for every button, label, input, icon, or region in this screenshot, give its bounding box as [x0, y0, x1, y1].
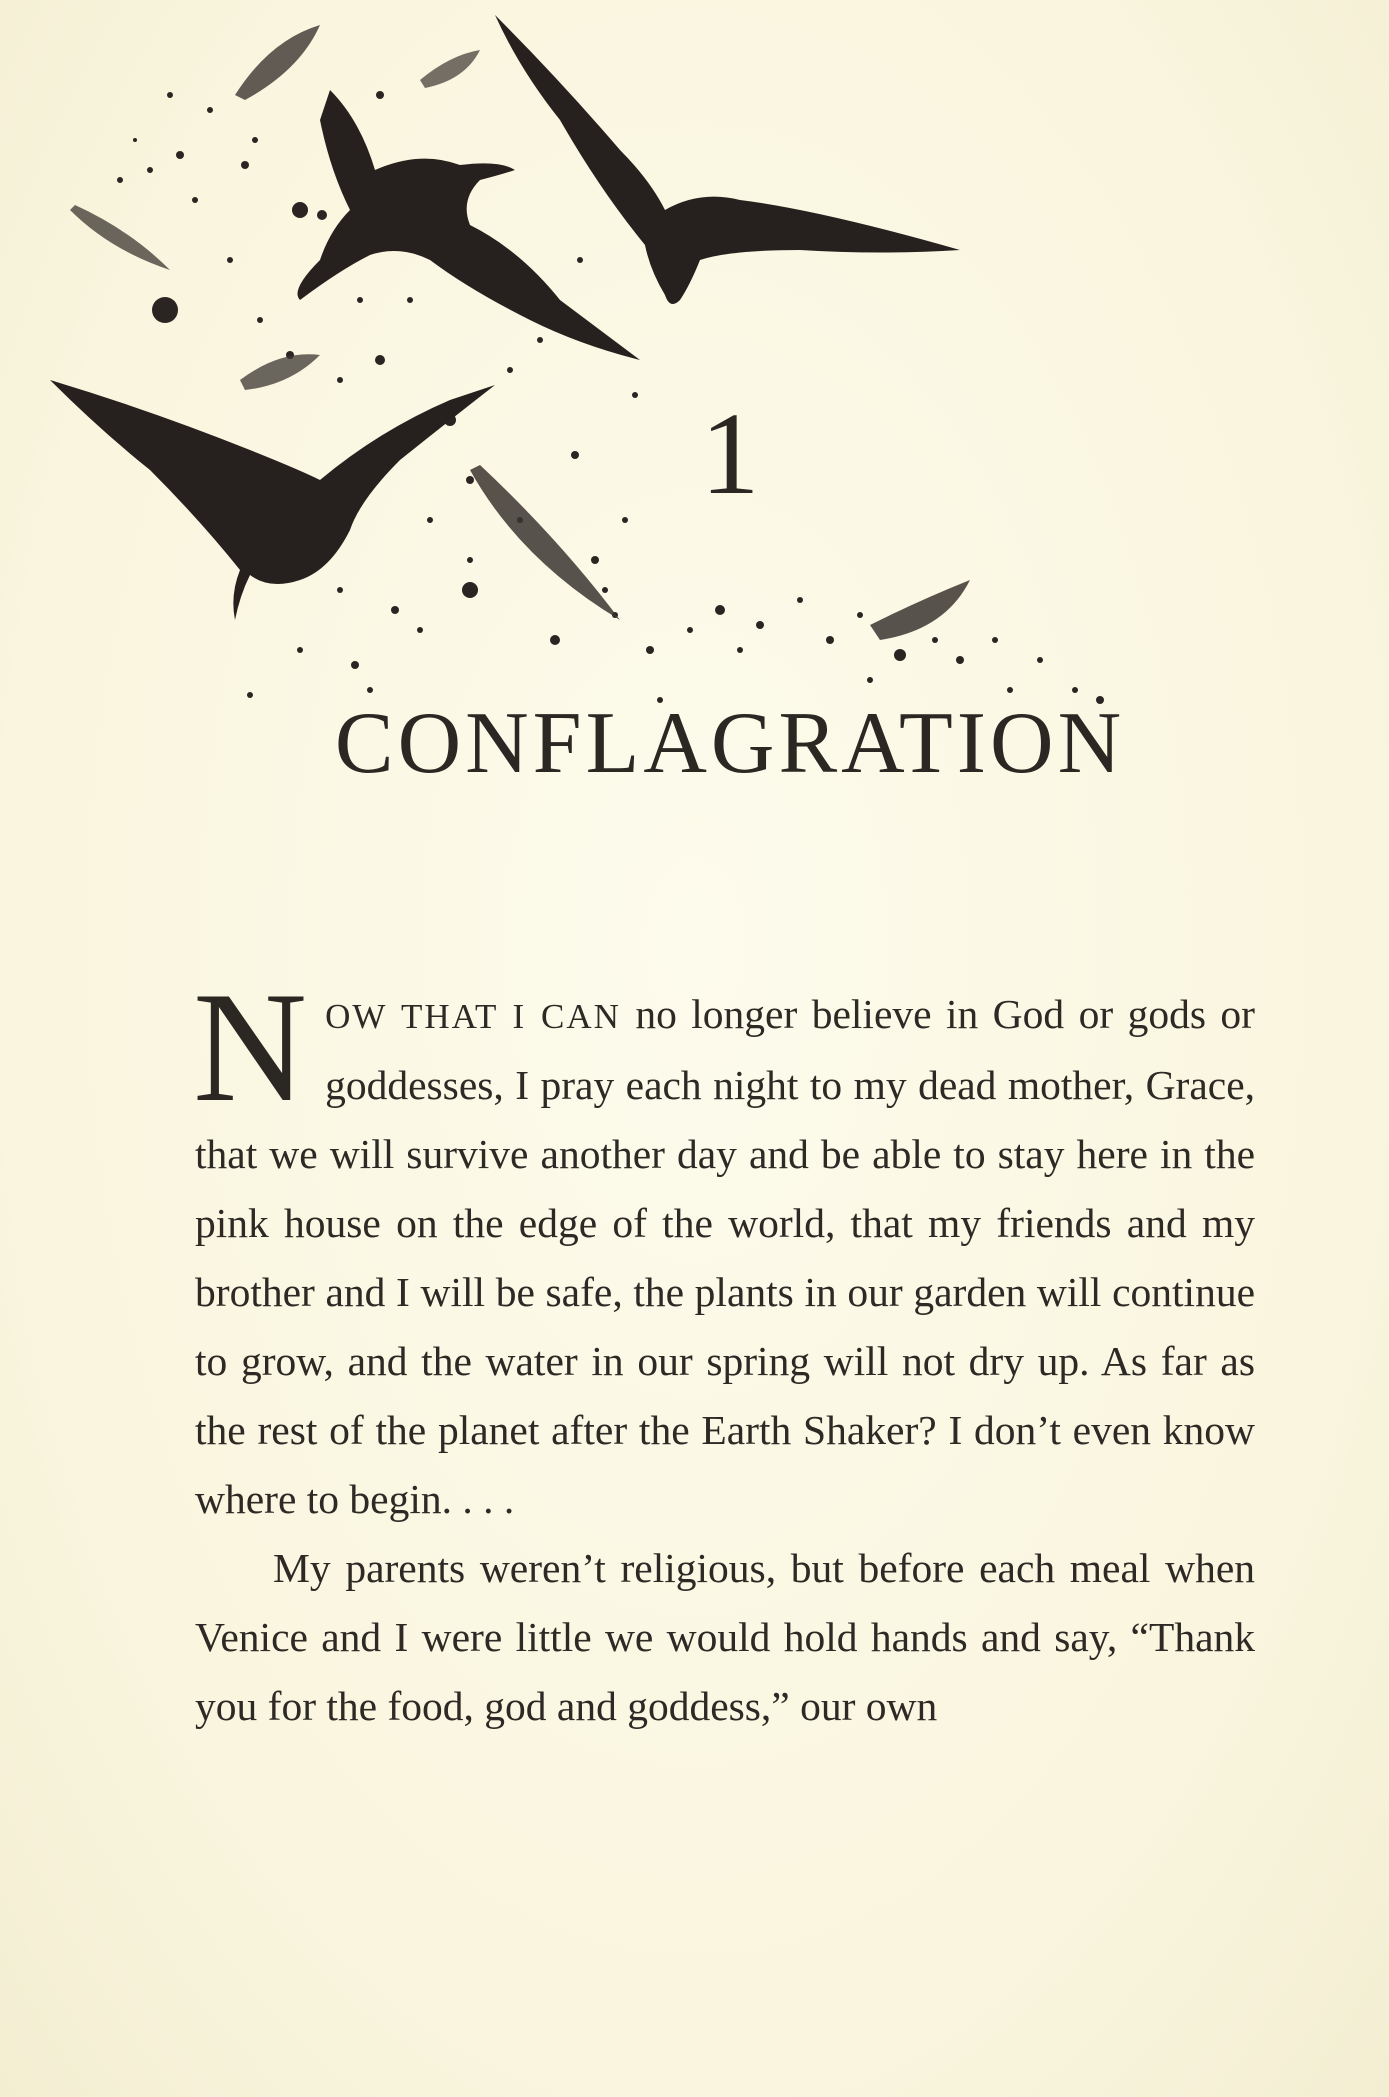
drop-cap: N: [193, 960, 308, 1135]
paragraph: [193, 960, 1255, 1534]
birds-feathers-illustration: [0, 0, 1389, 720]
feathers: [70, 25, 970, 640]
chapter-body: [193, 960, 1255, 1741]
paragraph-text: My parents weren’t religious, but before each meal when Venice and I were little we would hold hands and say, “Thank you for the food, god and goddess,” our own: [195, 1545, 1255, 1729]
paragraph: [195, 1534, 1255, 1741]
chapter-title: CONFLAGRATION: [334, 695, 1126, 792]
smallcaps-lead: OW THAT I CAN: [325, 997, 621, 1036]
paragraph-text: no longer believe in God or gods or goddesses, I pray each night to my dead mother, Grace, that we will survive another day and be able to stay here in the pink house on the edge of the world, that my friends and my brother and I will be safe, the plants in our garden will continue to grow, and the water in our spring will not dry up. As far as the rest of the planet after the Earth Shaker? I don’t even know where to begin. . . .: [195, 991, 1255, 1522]
birds: [50, 15, 960, 620]
chapter-number: 1: [700, 388, 760, 519]
